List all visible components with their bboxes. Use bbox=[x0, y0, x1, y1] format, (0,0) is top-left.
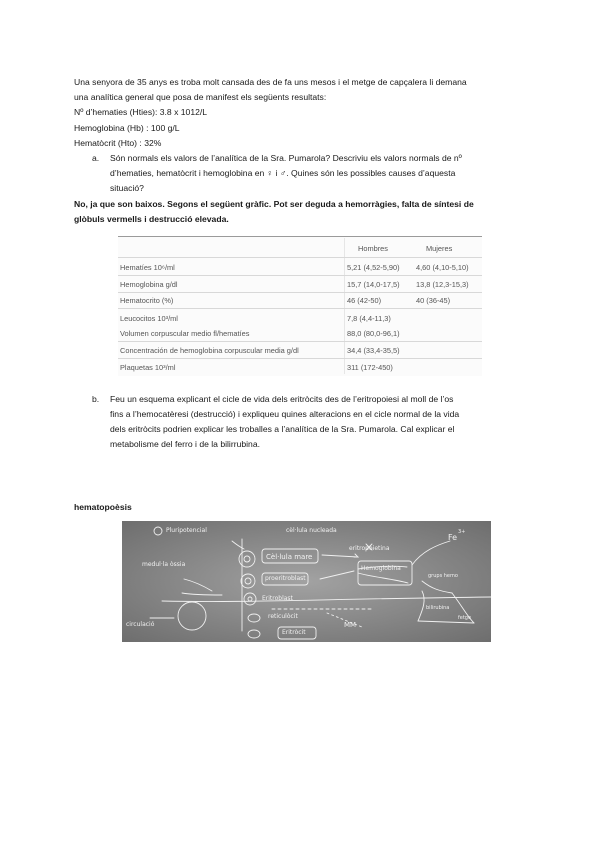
table-rule bbox=[118, 308, 482, 309]
question-a-line-3: situació? bbox=[110, 183, 144, 193]
table-rule bbox=[118, 257, 482, 258]
row-hematocrito-hombres: 46 (42-50) bbox=[347, 296, 382, 305]
hematopoiesis-sketch bbox=[122, 521, 491, 642]
row-plaquetas-label: Plaquetas 10³/ml bbox=[120, 363, 176, 372]
row-hemoglobina-hombres: 15,7 (14,0-17,5) bbox=[347, 280, 400, 289]
label-mm: MM bbox=[344, 621, 357, 629]
label-eritropoietina: eritropoietina bbox=[349, 545, 390, 552]
label-medulla: medul·la òssia bbox=[142, 561, 186, 568]
row-leucocitos-label: Leucocitos 10³/ml bbox=[120, 314, 178, 323]
question-a-line-2: d’hematies, hematòcrit i hemoglobina en ♀ i ♂. Quines són les possibles causes d’aquesta bbox=[110, 168, 456, 178]
row-vcm-label: Volumen corpuscular medio fl/hematíes bbox=[120, 329, 250, 338]
label-side-3: fetge bbox=[458, 615, 472, 621]
hemoglobina-result: Hemoglobina (Hb) : 100 g/L bbox=[74, 123, 180, 133]
label-hemoglobina: Hemoglobina bbox=[361, 565, 401, 572]
question-b-line-1: Feu un esquema explicant el cicle de vida dels eritròcits des de l’eritropoiesi al moll de l’os bbox=[110, 394, 454, 404]
row-chcm-label: Concentración de hemoglobina corpuscular media g/dl bbox=[120, 346, 299, 355]
label-fe-charge: 3+ bbox=[458, 529, 466, 535]
question-b-marker: b. bbox=[92, 394, 100, 404]
question-a-marker: a. bbox=[92, 153, 100, 163]
table-divider bbox=[344, 238, 345, 374]
label-eritrocit: Eritròcit bbox=[282, 629, 306, 636]
question-b-line-4: metabolisme del ferro i de la bilirrubina. bbox=[110, 439, 260, 449]
label-cellula-mare: Cèl·lula mare bbox=[266, 553, 313, 561]
section-title-hematopoesis: hematopoèsis bbox=[74, 502, 132, 512]
row-hematies-label: Hematíes 10⁶/ml bbox=[120, 263, 175, 272]
row-plaquetas-hombres: 311 (172-450) bbox=[347, 363, 393, 372]
row-hematies-hombres: 5,21 (4,52-5,90) bbox=[347, 263, 400, 272]
question-a-line-1: Són normals els valors de l’analítica de la Sra. Pumarola? Descriviu els valors normals de nº bbox=[110, 153, 462, 163]
row-hemoglobina-label: Hemoglobina g/dl bbox=[120, 280, 178, 289]
row-hematies-mujeres: 4,60 (4,10-5,10) bbox=[416, 263, 469, 272]
label-eritroblast: Eritroblast bbox=[262, 595, 293, 602]
label-pluripotencial: Pluripotencial bbox=[166, 527, 207, 534]
answer-a-line-1: No, ja que son baixos. Segons el següent gràfic. Pot ser deguda a hemorràgies, falta de síntesi de bbox=[74, 199, 474, 209]
label-reticulocit: reticulòcit bbox=[268, 613, 298, 620]
answer-a-line-2: glòbuls vermells i destrucció elevada. bbox=[74, 214, 229, 224]
row-chcm-hombres: 34,4 (33,4-35,5) bbox=[347, 346, 400, 355]
table-rule bbox=[118, 341, 482, 342]
table-rule bbox=[118, 275, 482, 276]
label-fe: Fe bbox=[448, 533, 458, 542]
hematies-result: Nº d’hematies (Hties): 3.8 x 1012/L bbox=[74, 107, 208, 117]
label-side-1: grups hemo bbox=[428, 573, 458, 579]
question-b-line-3: dels eritròcits podrien explicar les troballes a l’analítica de la Sra. Pumarola. Cal explicar el bbox=[110, 424, 455, 434]
label-proeritroblast: proeritroblast bbox=[265, 575, 306, 582]
table-top-rule bbox=[118, 236, 482, 237]
question-b-line-2: fins a l’hemocatèresi (destrucció) i expliqueu quines alteracions en el cicle normal de la vida bbox=[110, 409, 460, 419]
reference-values-table bbox=[118, 236, 482, 376]
header-hombres: Hombres bbox=[358, 244, 388, 253]
intro-line-2: una analítica general que posa de manifest els següents resultats: bbox=[74, 92, 327, 102]
sketch-drawing bbox=[122, 521, 491, 642]
header-mujeres: Mujeres bbox=[426, 244, 453, 253]
row-leucocitos-hombres: 7,8 (4,4-11,3) bbox=[347, 314, 391, 323]
label-nucleada: cèl·lula nucleada bbox=[286, 527, 337, 534]
hematocrit-result: Hematòcrit (Hto) : 32% bbox=[74, 138, 162, 148]
row-hemoglobina-mujeres: 13,8 (12,3-15,3) bbox=[416, 280, 469, 289]
table-rule bbox=[118, 358, 482, 359]
row-vcm-hombres: 88,0 (80,0-96,1) bbox=[347, 329, 400, 338]
row-hematocrito-label: Hematocrito (%) bbox=[120, 296, 174, 305]
label-side-2: bilirubina bbox=[426, 605, 450, 611]
label-circulacio: circulació bbox=[126, 621, 155, 628]
intro-line-1: Una senyora de 35 anys es troba molt cansada des de fa uns mesos i el metge de capçalera li demana bbox=[74, 77, 467, 87]
row-hematocrito-mujeres: 40 (36-45) bbox=[416, 296, 451, 305]
table-rule bbox=[118, 292, 482, 293]
